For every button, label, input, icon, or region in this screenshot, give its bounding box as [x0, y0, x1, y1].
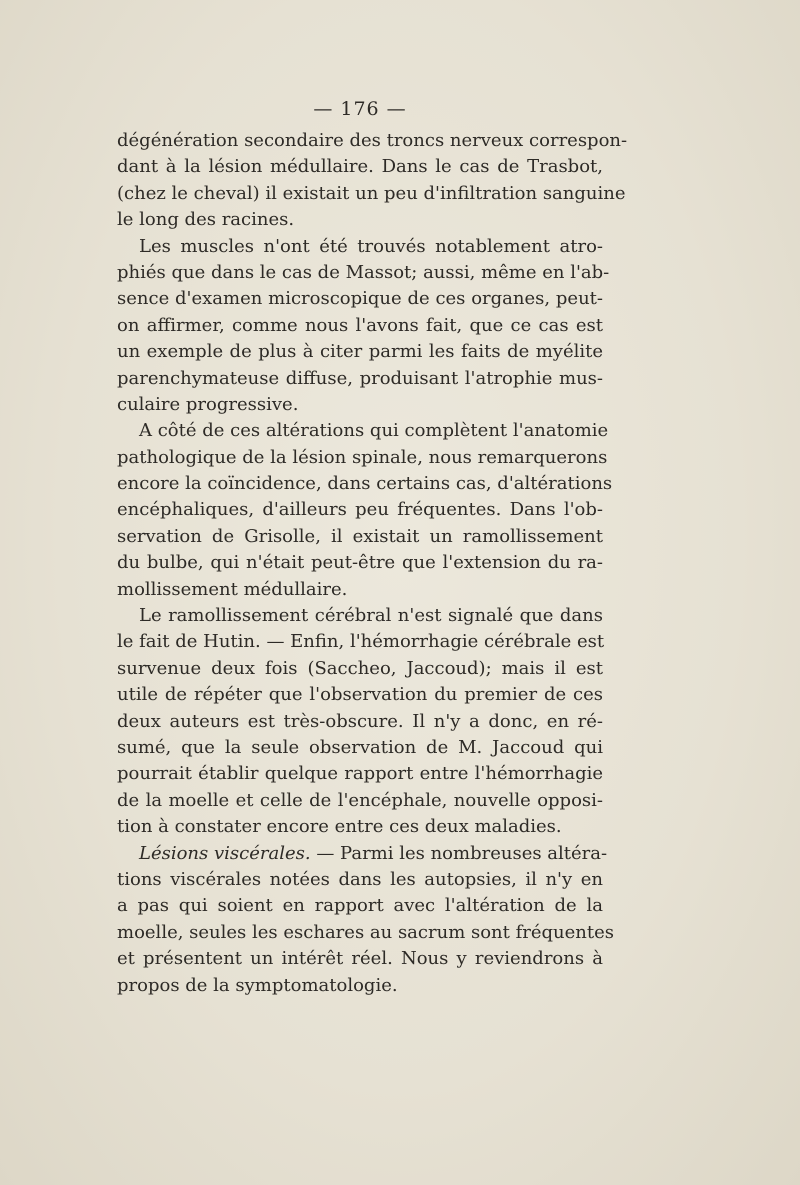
text-line: on affirmer, comme nous l'avons fait, que ce cas est — [117, 314, 603, 336]
paragraph — [117, 128, 628, 234]
text-line: a pas qui soient en rapport avec l'altération de la — [117, 895, 603, 917]
text-line: tions viscérales notées dans les autopsies, il n'y en — [117, 868, 603, 890]
text-line: de la moelle et celle de l'encéphale, nouvelle opposi- — [117, 789, 603, 811]
text-line: phiés que dans le cas de Massot; aussi, même en l'ab- — [117, 261, 610, 283]
text-line: utile de répéter que l'observation du premier de ces — [117, 684, 603, 706]
text-line: un exemple de plus à citer parmi les faits de myélite — [117, 341, 603, 363]
text-line: du bulbe, qui n'était peut-être que l'extension du ra- — [117, 552, 603, 574]
text-line: (chez le cheval) il existait un peu d'infiltration sanguine — [117, 182, 626, 204]
text-line: moelle, seules les eschares au sacrum sont fréquentes — [117, 921, 615, 943]
text-line: le long des racines. — [117, 209, 295, 231]
text-line — [117, 841, 608, 867]
text-line: pathologique de la lésion spinale, nous remarquerons — [117, 446, 608, 468]
text-line: encore la coïncidence, dans certains cas, d'altérations — [117, 473, 613, 495]
text-line: Le ramollissement cérébral n'est signalé que dans — [139, 605, 603, 627]
paragraph — [117, 234, 610, 419]
text-line: et présentent un intérêt réel. Nous y reviendrons à — [117, 948, 603, 970]
paragraph — [117, 418, 613, 603]
text-line: A côté de ces altérations qui complètent l'anatomie — [139, 420, 609, 442]
text-line: le fait de Hutin. — Enfin, l'hémorrhagie cérébrale est — [117, 631, 605, 653]
text-line: parenchymateuse diffuse, produisant l'atrophie mus- — [117, 367, 603, 389]
text-line: dant à la lésion médullaire. Dans le cas de Trasbot, — [117, 156, 603, 178]
text-line: Les muscles n'ont été trouvés notablement atro- — [139, 235, 603, 257]
paragraph — [117, 841, 615, 999]
text-line: propos de la symptomatologie. — [117, 974, 398, 996]
text-line: culaire progressive. — [117, 393, 299, 415]
text-line: encéphaliques, d'ailleurs peu fréquentes. Dans l'ob- — [117, 499, 603, 521]
text-line: sumé, que la seule observation de M. Jaccoud qui — [117, 736, 603, 758]
section-heading: Lésions viscérales. — [139, 842, 311, 864]
text-fragment: — Parmi les nombreuses altéra- — [310, 842, 608, 864]
text-line: servation de Grisolle, il existait un ramollissement — [117, 525, 603, 547]
text-line: pourrait établir quelque rapport entre l'hémorrhagie — [117, 763, 603, 785]
paragraph — [117, 603, 603, 841]
text-line: tion à constater encore entre ces deux maladies. — [117, 816, 562, 838]
text-line: mollissement médullaire. — [117, 578, 348, 600]
body-text — [117, 128, 628, 999]
text-line: sence d'examen microscopique de ces organes, peut- — [117, 288, 603, 310]
text-line: dégénération secondaire des troncs nerveux correspon- — [117, 130, 628, 151]
text-line: deux auteurs est très-obscure. Il n'y a donc, en ré- — [117, 710, 603, 732]
text-line: survenue deux fois (Saccheo, Jaccoud); mais il est — [117, 657, 603, 679]
page-number: — 176 — — [313, 98, 407, 120]
